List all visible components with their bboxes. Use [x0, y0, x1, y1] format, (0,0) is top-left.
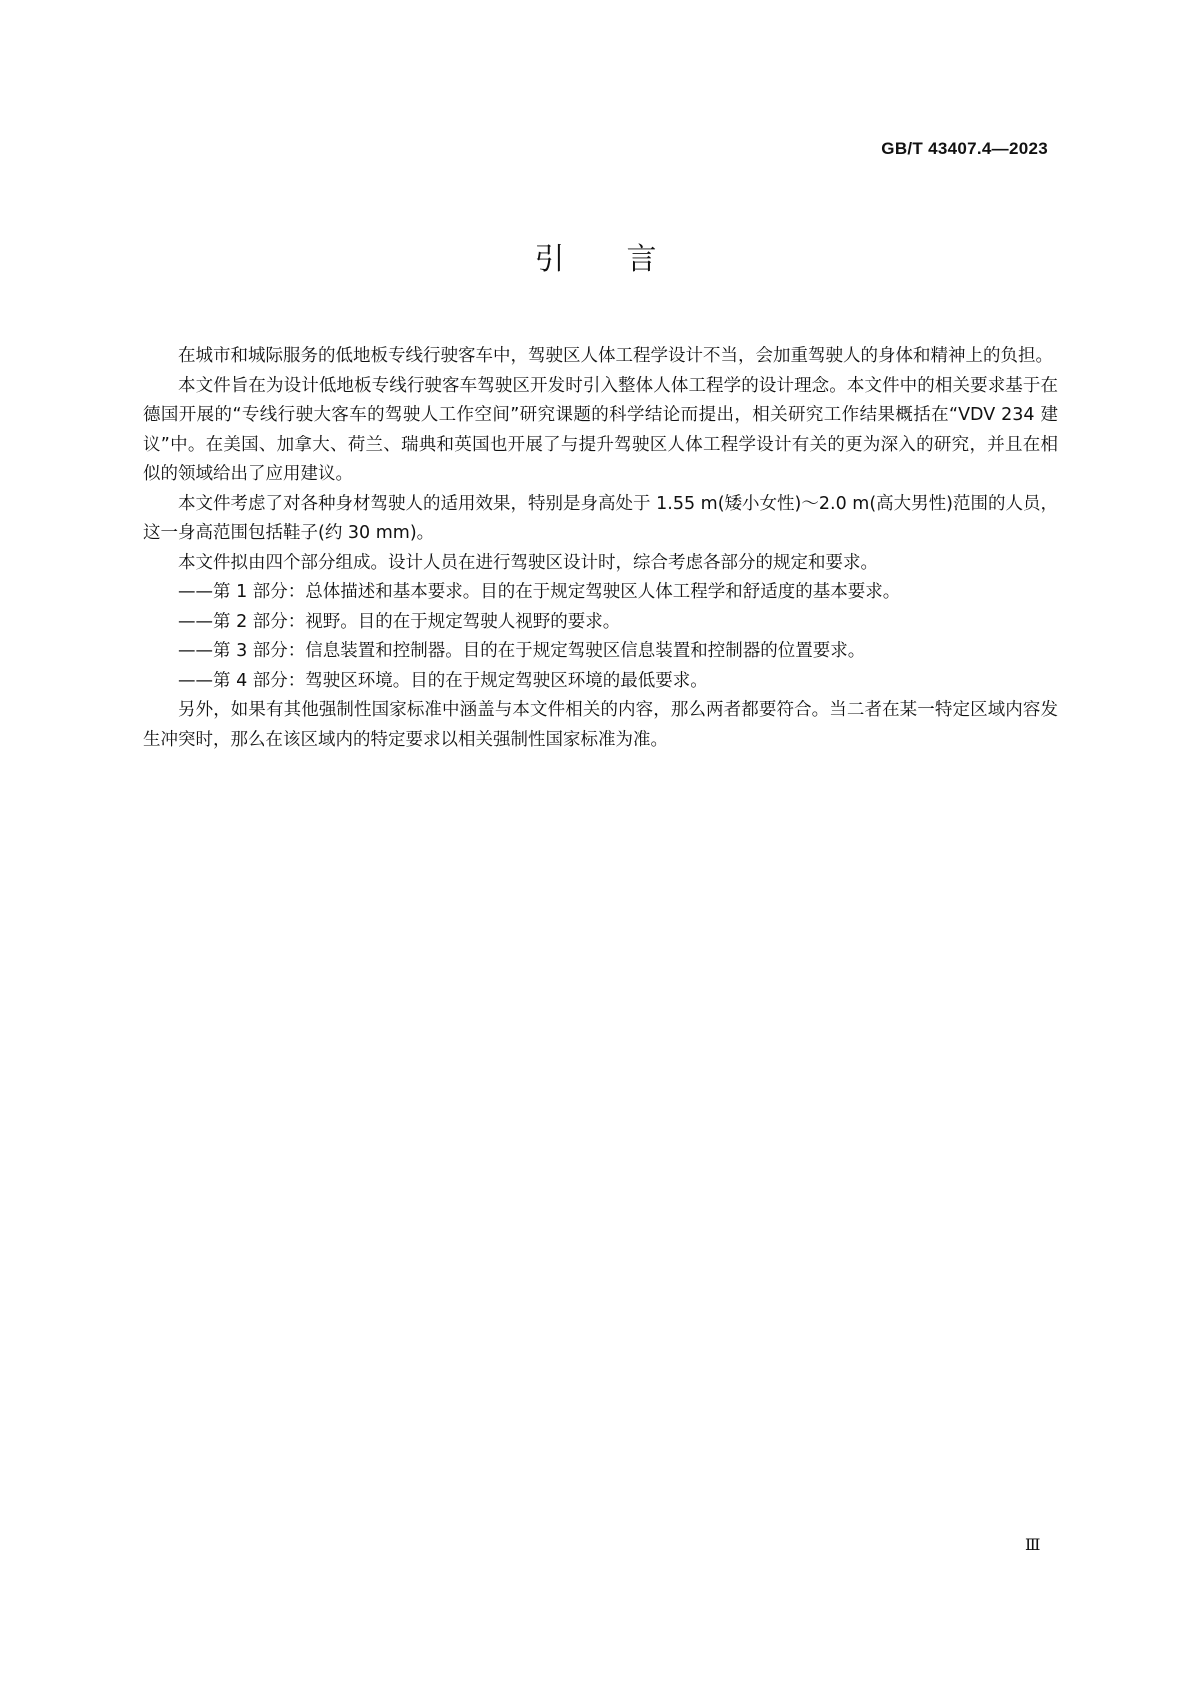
page-title: 引言: [534, 242, 719, 277]
paragraph-parts-intro: 本文件拟由四个部分组成。设计人员在进行驾驶区设计时，综合考虑各部分的规定和要求。: [178, 552, 878, 573]
paragraph-context: 在城市和城际服务的低地板专线行驶客车中，驾驶区人体工程学设计不当，会加重驾驶人的身体和精神上的负担。: [178, 346, 1053, 366]
paragraph-purpose: 本文件旨在为设计低地板专线行驶客车驾驶区开发时引入整体人体工程学的设计理念。本文件中的相关要求基于在德国开展的“专线行驶大客车的驾驶人工作空间”研究课题的科学结论而提出，相关研究工作结果概括在“VDV 234 建议”中。在美国、加拿大、荷兰、瑞典和英国也开展了与提升驾驶区人体工程学设计有关的更为深入的研究，并且在相似的领域给出了应用建议。: [143, 375, 1058, 484]
paragraph-scope-heights: 本文件考虑了对各种身材驾驶人的适用效果，特别是身高处于 1.55 m(矮小女性)～2.0 m(高大男性)范围的人员，这一身高范围包括鞋子(约 30 mm)。: [143, 493, 1058, 543]
introduction-body: [143, 342, 1058, 755]
part-list-item-4: ——第 4 部分：驾驶区环境。目的在于规定驾驶区环境的最低要求。: [178, 670, 708, 691]
part-list-item-1: ——第 1 部分：总体描述和基本要求。目的在于规定驾驶区人体工程学和舒适度的基本要求。: [178, 582, 901, 602]
page-number: Ⅲ: [1025, 1535, 1041, 1554]
part-list-item-3: ——第 3 部分：信息装置和控制器。目的在于规定驾驶区信息装置和控制器的位置要求。: [178, 641, 866, 661]
part-list-item-2: ——第 2 部分：视野。目的在于规定驾驶人视野的要求。: [178, 611, 621, 632]
standard-code: GB/T 43407.4—2023: [881, 139, 1048, 158]
paragraph-mandatory-standards: 另外，如果有其他强制性国家标准中涵盖与本文件相关的内容，那么两者都要符合。当二者在某一特定区域内容发生冲突时，那么在该区域内的特定要求以相关强制性国家标准为准。: [143, 700, 1058, 750]
